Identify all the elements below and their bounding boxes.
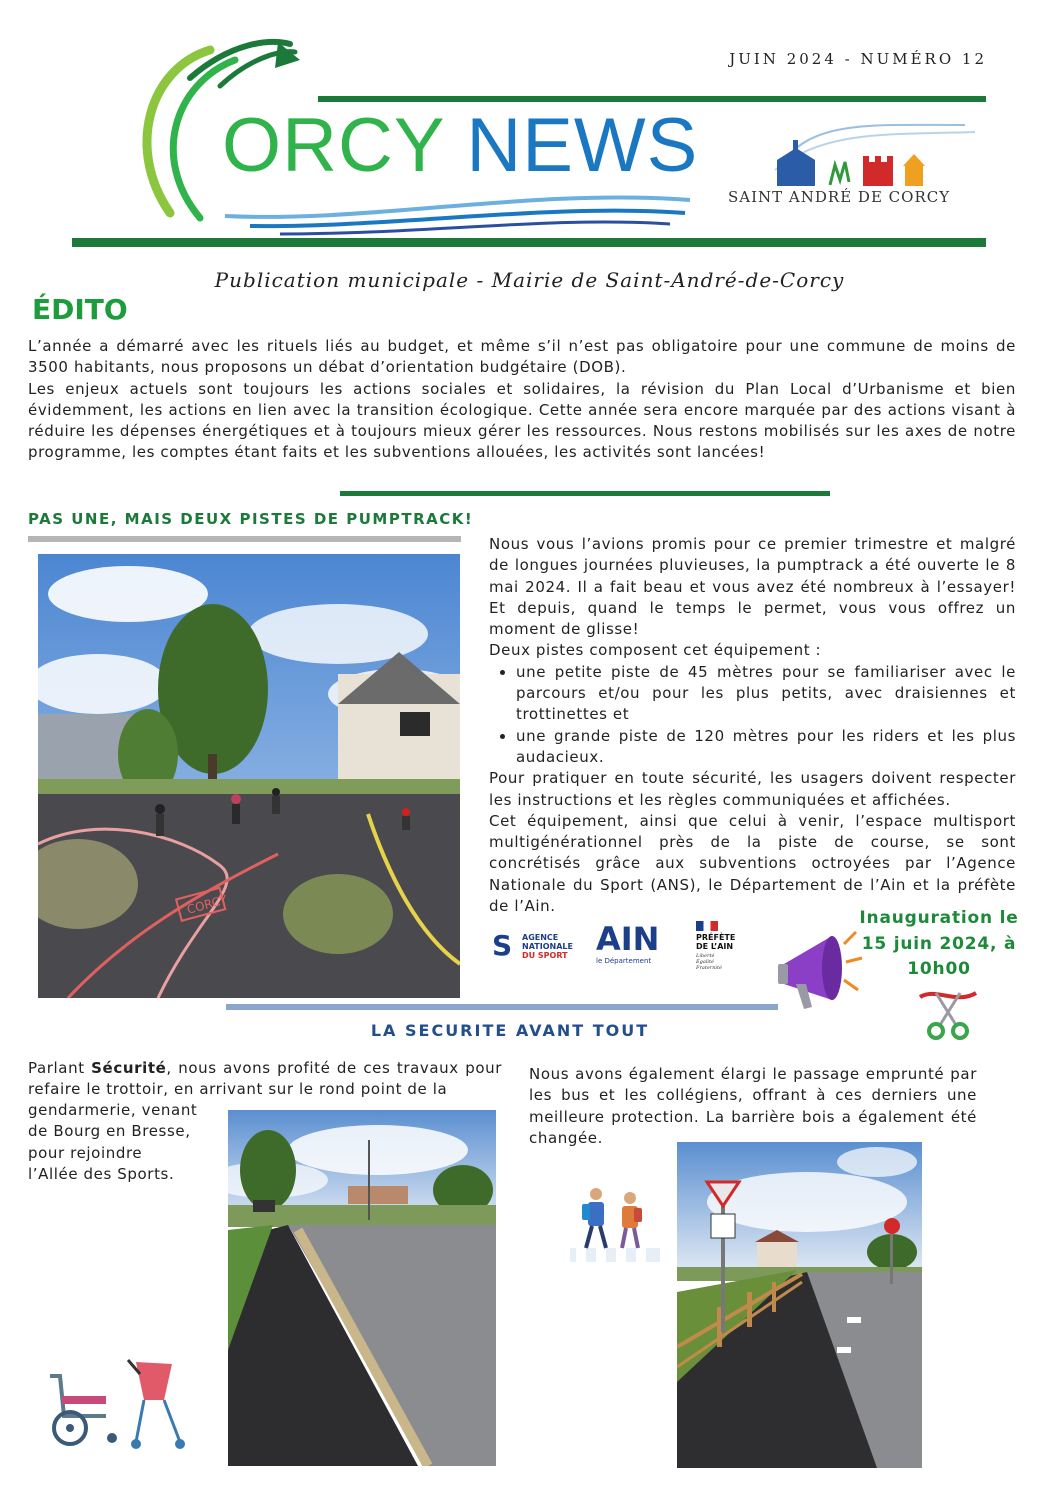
edito-paragraph-1: L’année a démarré avec les rituels liés au budget, et même s’il n’est pas obligatoire pour une commune de moins de 3500 habitants, nous proposons un débat d’orientation budgétaire (DOB). — [28, 337, 1016, 377]
securite-paragraph-1: Parlant Sécurité, nous avons profité de ces travaux pour refaire le trottoir, en arrivant sur le rond point de la — [28, 1059, 503, 1099]
pumptrack-bullets — [489, 662, 1016, 768]
town-logo-text: SAINT ANDRÉ DE CORCY — [728, 188, 951, 206]
ans-logo-line: NATIONALE — [522, 942, 573, 951]
masthead-orcy: ORCY — [222, 103, 445, 188]
sidewalk-photo — [228, 1110, 496, 1466]
inauguration-line: 10h00 — [907, 959, 971, 979]
schoolkids-crossing-icon — [568, 1186, 664, 1266]
pumptrack-paragraph-1: Nous vous l’avions promis pour ce premier trimestre et malgré de longues journées pluvieuses, la pumptrack a été ouverte le 8 mai 2024. Il a fait beau et vous avez été nombreux à l’essayer! Et depuis, quand le temps le permet, vous vous offrez un moment de glisse! — [489, 535, 1016, 639]
edito-text — [28, 336, 1016, 464]
pumptrack-paragraph-2: Deux pistes composent cet équipement : — [489, 641, 822, 660]
inauguration-notice — [859, 906, 1019, 983]
pumptrack-paragraph-3: Pour pratiquer en toute sécurité, les usagers doivent respecter les instructions et les règles communiquées et affichées. — [489, 769, 1016, 809]
ain-logo-subtitle: le Département — [596, 957, 652, 965]
ain-logo — [596, 922, 682, 968]
prefet-logo — [696, 921, 756, 975]
securite-line: gendarmerie, venant — [28, 1101, 198, 1119]
securite-line: de Bourg en Bresse, — [28, 1122, 191, 1141]
securite-bold-word: Sécurité — [91, 1059, 167, 1077]
bus-passage-photo — [677, 1142, 922, 1468]
header-bottom-rule — [72, 238, 986, 247]
securite-paragraph-2: Nous avons également élargi le passage emprunté par les bus et les collégiens, offrant à ces derniers une meilleure protection. La barrière bois a également été changée. — [529, 1065, 977, 1147]
track-marking-text: CORCY — [185, 892, 229, 917]
edito-divider — [340, 491, 830, 496]
list-item: • une grande piste de 120 mètres pour les riders et les plus audacieux. — [516, 726, 1016, 769]
town-logo-graphic — [735, 120, 985, 190]
inauguration-line: 15 juin 2024, à — [861, 933, 1017, 954]
edito-paragraph-2: Les enjeux actuels sont toujours les actions sociales et solidaires, la révision du Plan Local d’Urbanisme et bien évidemment, les actions en lien avec la transition écologique. Cette année sera encore marquée par des actions visant à réduire les dépenses énergétiques et à toujours mieux gérer les ressources. Nous restons mobilisés sur les axes de notre programme, les comptes étant faits et les subventions allouées, les activités sont lancées! — [28, 379, 1016, 462]
prefet-logo-line: DE L’AIN — [696, 942, 734, 951]
publication-subtitle: Publication municipale - Mairie de Saint-André-de-Corcy — [214, 268, 845, 292]
masthead-title — [222, 103, 699, 188]
list-item: • une petite piste de 45 mètres pour se familiariser avec le parcours et/ou pour les plus petits, avec draisiennes et trottinettes et — [516, 662, 1016, 726]
megaphone-icon — [774, 914, 864, 1014]
ans-logo-line: DU SPORT — [522, 951, 568, 960]
pumptrack-text — [489, 534, 1016, 917]
pumptrack-title: PAS UNE, MAIS DEUX PISTES DE PUMPTRACK! — [28, 510, 474, 528]
prefet-logo-line: PRÉFÈTE — [696, 933, 736, 942]
edito-title: ÉDITO — [32, 293, 128, 326]
prefet-motto-line: Liberté — [696, 953, 715, 959]
header-top-rule — [318, 96, 986, 102]
prefet-motto-line: Égalité — [696, 959, 714, 965]
ain-logo-text: AIN — [596, 920, 660, 958]
ans-logo-line: AGENCE — [522, 933, 559, 942]
securite-title: LA SECURITE AVANT TOUT — [370, 1021, 650, 1040]
ans-logo-mark: S — [492, 929, 513, 962]
pumptrack-photo — [38, 554, 460, 998]
securite-title-bar — [226, 1004, 778, 1010]
prefet-motto-line: Fraternité — [696, 965, 722, 971]
pumptrack-paragraph-4: Cet équipement, ainsi que celui à venir, l’espace multisport multigénérationnel près de la piste de course, se sont concrétisés grâce aux subventions octroyées par l’Agence Nationale du Sport (ANS), le Département de l’Ain et la préfète de l’Ain. — [489, 811, 1016, 916]
inauguration-line: Inauguration le — [859, 908, 1019, 928]
ans-logo — [492, 931, 584, 965]
wheelchair-stroller-icon — [40, 1356, 198, 1452]
pumptrack-title-bar — [28, 536, 461, 542]
securite-paragraph-1-continued — [28, 1100, 224, 1185]
issue-date: JUIN 2024 - NUMÉRO 12 — [729, 50, 987, 68]
securite-line: pour rejoindre — [28, 1143, 143, 1162]
masthead-news: NEWS — [466, 103, 699, 188]
securite-line: l’Allée des Sports. — [28, 1164, 175, 1183]
marianne-flag-icon — [696, 921, 718, 931]
